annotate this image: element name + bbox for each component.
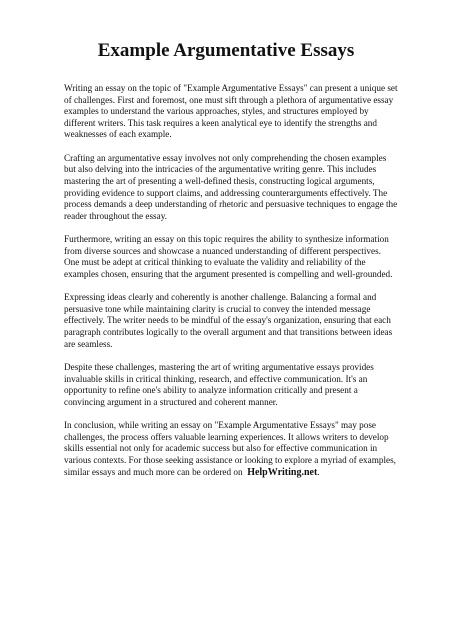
paragraph-4: Expressing ideas clearly and coherently is another challenge. Balancing a formal and persuasive tone while maintaining clarity is crucial to convey the intended message effectively. The writer needs to be mindful of the essay's organization, ensuring that each paragraph contributes logically to the overall argument and that transitions between ideas are seamless. [64, 292, 393, 349]
paragraph-3: Furthermore, writing an essay on this topic requires the ability to synthesize information from diverse sources and showcase a nuanced understanding of different perspectives. One must be adept at critical thinking to evaluate the validity and reliability of the examples chosen, ensuring that the argument presented is compelling and well-grounded. [64, 234, 393, 279]
paragraph-conclusion [64, 420, 398, 478]
document-title: Example Argumentative Essays [97, 40, 355, 61]
paragraph-2: Crafting an argumentative essay involves not only comprehending the chosen examples but also delving into the intricacies of the argumentative writing genre. This includes mastering the art of presenting a well-defined thesis, constructing logical arguments, providing evidence to support claims, and addressing counterarguments effectively. The process demands a deep understanding of rhetoric and persuasive techniques to engage the reader throughout the essay. [64, 152, 398, 221]
paragraph-1: Writing an essay on the topic of "Example Argumentative Essays" can present a unique set of challenges. First and foremost, one must sift through a plethora of argumentative essay examples to understand the various approaches, styles, and structures employed by different writers. This task requires a keen analytical eye to identify the strengths and weaknesses of each example. [64, 83, 398, 140]
paragraph-5: Despite these challenges, mastering the art of writing argumentative essays provides invaluable skills in critical thinking, research, and effective communication. It's an opportunity to refine one's ability to analyze information critically and present a convincing argument in a structured and coherent manner. [64, 362, 374, 407]
helpwriting-link[interactable]: HelpWriting.net [247, 466, 318, 478]
conclusion-period: . [317, 466, 320, 477]
conclusion-text: In conclusion, while writing an essay on "Example Argumentative Essays" may pose challenges, the process offers valuable learning experiences. It allows writers to develop skills essential not only for academic success but also for effective communication in various contexts. For those seeking assistance or looking to explore a myriad of examples, similar essays and much more can be ordered on [64, 420, 396, 477]
document-body [64, 83, 398, 490]
